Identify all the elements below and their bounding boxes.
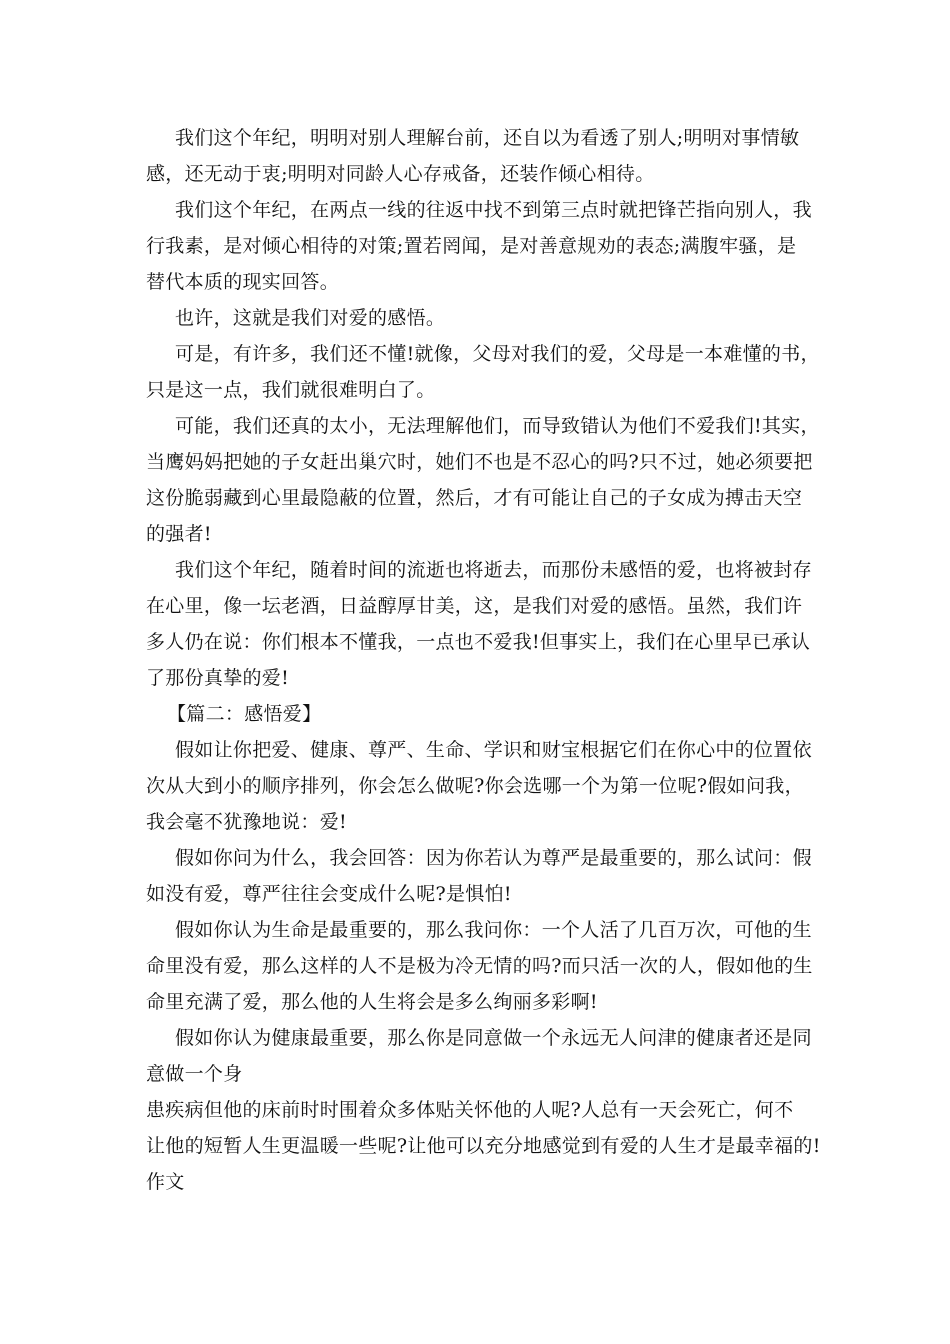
- text-line: 只是这一点，我们就很难明白了。: [146, 379, 436, 401]
- text-line: 的强者!: [146, 523, 212, 545]
- text-line: 这份脆弱藏到心里最隐蔽的位置，然后，才有可能让自己的子女成为搏击天空: [146, 487, 803, 509]
- text-line: 行我素，是对倾心相待的对策;置若罔闻，是对善意规劝的表态;满腹牢骚，是: [146, 235, 797, 257]
- text-line: 意做一个身: [146, 1063, 243, 1085]
- text-line: 可能，我们还真的太小，无法理解他们，而导致错认为他们不爱我们!其实，: [175, 415, 820, 437]
- text-line: 感，还无动于衷;明明对同龄人心存戒备，还装作倾心相待。: [146, 163, 655, 185]
- text-line: 让他的短暂人生更温暖一些呢?让他可以充分地感觉到有爱的人生才是最幸福的!: [146, 1135, 821, 1157]
- text-line: 我们这个年纪，明明对别人理解台前，还自以为看透了别人;明明对事情敏: [175, 127, 800, 149]
- text-line: 可是，有许多，我们还不懂!就像，父母对我们的爱，父母是一本难懂的书，: [175, 343, 820, 365]
- text-line: 次从大到小的顺序排列，你会怎么做呢?你会选哪一个为第一位呢?假如问我，: [146, 775, 804, 797]
- text-line: 命里没有爱，那么这样的人不是极为冷无情的吗?而只活一次的人，假如他的生: [146, 955, 813, 977]
- text-line: 多人仍在说：你们根本不懂我，一点也不爱我!但事实上，我们在心里早已承认: [146, 631, 811, 653]
- text-line: 假如让你把爱、健康、尊严、生命、学识和财宝根据它们在你心中的位置依: [175, 739, 812, 761]
- text-line: 如没有爱，尊严往往会变成什么呢?是惧怕!: [146, 883, 512, 905]
- text-line: 我会毫不犹豫地说：爱!: [146, 811, 347, 833]
- text-line: 当鹰妈妈把她的子女赶出巢穴时，她们不也是不忍心的吗?只不过，她必须要把: [146, 451, 813, 473]
- text-line: 作文: [146, 1171, 185, 1193]
- text-line: 假如你认为健康最重要，那么你是同意做一个永远无人问津的健康者还是同: [175, 1027, 812, 1049]
- text-line: 了那份真挚的爱!: [146, 667, 290, 689]
- text-line: 假如你问为什么，我会回答：因为你若认为尊严是最重要的，那么试问：假: [175, 847, 812, 869]
- text-line: 命里充满了爱，那么他的人生将会是多么绚丽多彩啊!: [146, 991, 598, 1013]
- text-line: 我们这个年纪，随着时间的流逝也将逝去，而那份未感悟的爱，也将被封存: [175, 559, 812, 581]
- text-line: 在心里，像一坛老酒，日益醇厚甘美，这，是我们对爱的感悟。虽然，我们许: [146, 595, 803, 617]
- text-line: 假如你认为生命是最重要的，那么我问你：一个人活了几百万次，可他的生: [175, 919, 812, 941]
- text-line: 患疾病但他的床前时时围着众多体贴关怀他的人呢?人总有一天会死亡，何不: [146, 1099, 794, 1121]
- section-heading: 【篇二：感悟爱】: [167, 703, 322, 725]
- text-line: 替代本质的现实回答。: [146, 271, 340, 293]
- text-line: 也许，这就是我们对爱的感悟。: [175, 307, 446, 329]
- text-line: 我们这个年纪，在两点一线的往返中找不到第三点时就把锋芒指向别人，我: [175, 199, 812, 221]
